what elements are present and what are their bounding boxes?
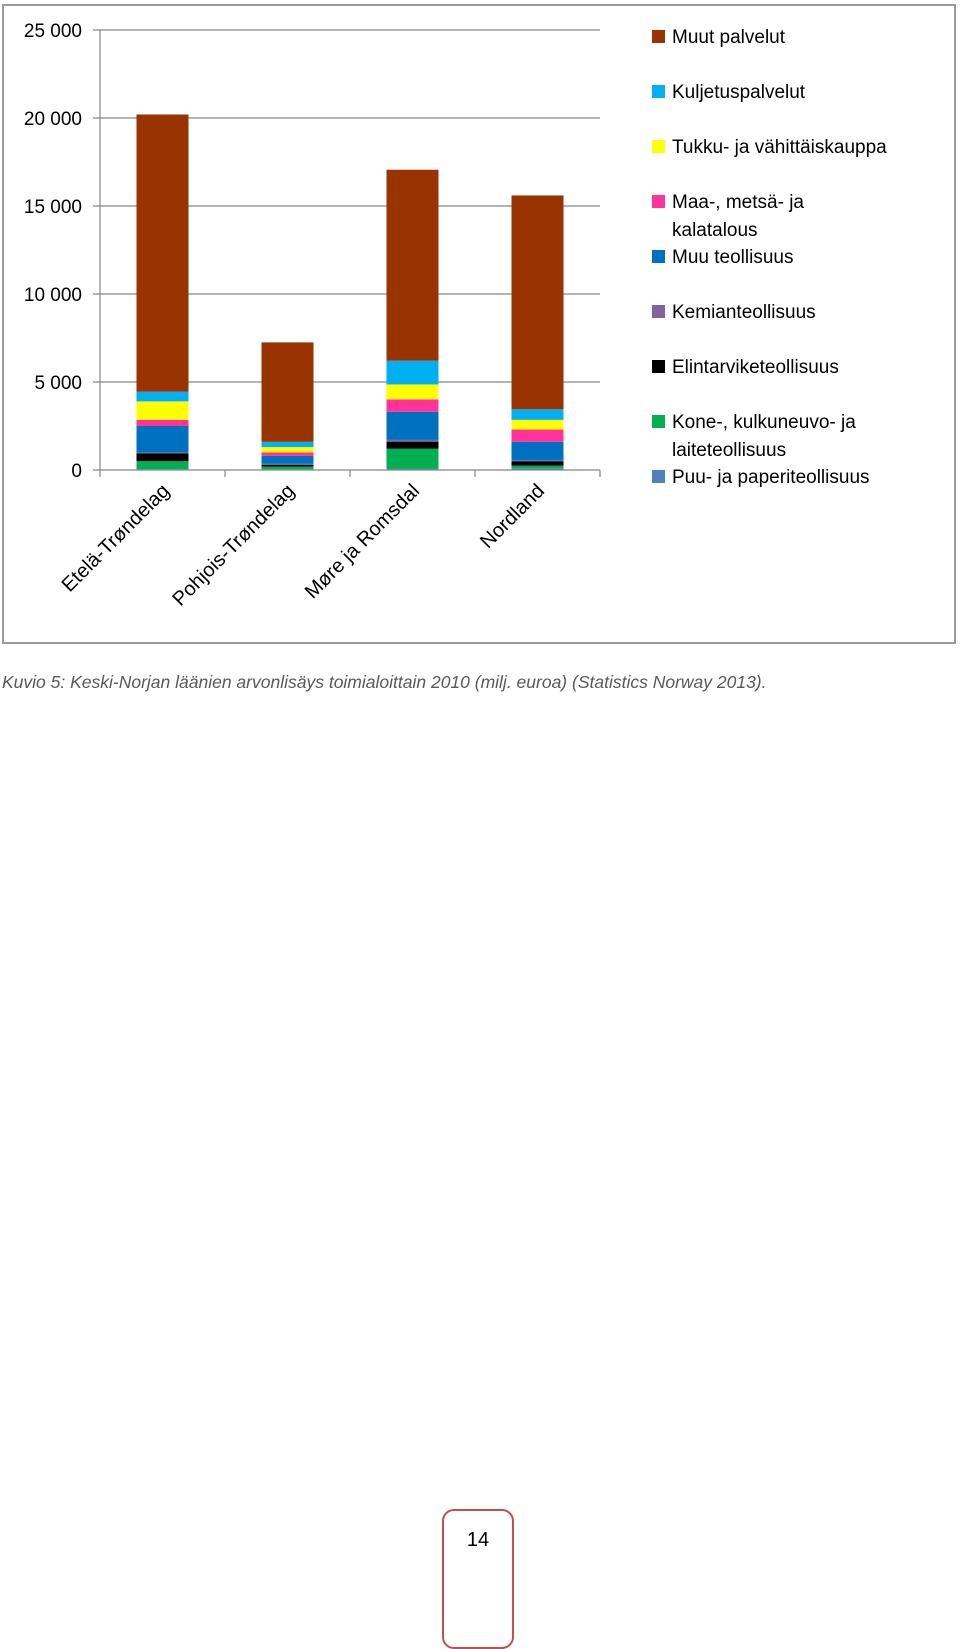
bar-segment bbox=[512, 442, 564, 460]
legend-label: Kone-, kulkuneuvo- ja bbox=[672, 412, 856, 433]
bar-segment bbox=[262, 442, 314, 447]
y-tick-label: 20 000 bbox=[23, 109, 82, 130]
legend-label: Puu- ja paperiteollisuus bbox=[672, 467, 870, 488]
bars bbox=[137, 114, 564, 470]
bar-segment bbox=[137, 401, 189, 419]
y-tick-label: 15 000 bbox=[23, 197, 82, 218]
bar-segment bbox=[387, 449, 439, 469]
bar-segment bbox=[262, 452, 314, 456]
legend-label: kalatalous bbox=[672, 220, 758, 241]
page-number-box bbox=[442, 1509, 514, 1649]
legend-label: Muut palvelut bbox=[672, 27, 786, 48]
bar-segment bbox=[387, 170, 439, 361]
bar-segment bbox=[512, 420, 564, 430]
legend-label: Muu teollisuus bbox=[672, 247, 794, 268]
page-number: 14 bbox=[466, 1529, 490, 1551]
legend-swatch bbox=[652, 470, 665, 483]
y-tick-labels bbox=[24, 21, 82, 482]
bar-segment bbox=[262, 464, 314, 465]
bar-segment bbox=[387, 412, 439, 440]
legend-label: Tukku- ja vähittäiskauppa bbox=[672, 137, 887, 158]
bar-segment bbox=[262, 342, 314, 441]
category-label: Pohjois-Trøndelag bbox=[168, 479, 300, 611]
bar-segment bbox=[137, 420, 189, 426]
bar-segment bbox=[137, 392, 189, 402]
y-tick-label: 25 000 bbox=[23, 21, 82, 42]
bar-segment bbox=[137, 426, 189, 452]
legend-swatch bbox=[652, 415, 665, 428]
bar-segment bbox=[137, 452, 189, 453]
legend bbox=[652, 27, 887, 488]
bar-segment bbox=[512, 466, 564, 469]
bar-segment bbox=[262, 466, 314, 469]
bar-segment bbox=[137, 453, 189, 461]
bar-segment bbox=[137, 461, 189, 469]
y-tick-label: 0 bbox=[71, 461, 82, 482]
bar-segment bbox=[387, 384, 439, 399]
legend-label: Maa-, metsä- ja bbox=[672, 192, 804, 213]
bar-segment bbox=[262, 465, 314, 467]
legend-label: Kuljetuspalvelut bbox=[672, 82, 806, 103]
y-tick-label: 10 000 bbox=[23, 285, 82, 306]
legend-swatch bbox=[652, 85, 665, 98]
category-label: Nordland bbox=[476, 479, 550, 553]
bar-segment bbox=[387, 399, 439, 411]
bar-segment bbox=[512, 430, 564, 442]
category-label: Møre ja Romsdal bbox=[300, 479, 425, 604]
bar-segment bbox=[262, 456, 314, 464]
bar-segment bbox=[512, 195, 564, 409]
bar-segment bbox=[387, 361, 439, 385]
legend-swatch bbox=[652, 305, 665, 318]
legend-swatch bbox=[652, 195, 665, 208]
legend-swatch bbox=[652, 250, 665, 263]
y-tick-label: 5 000 bbox=[34, 373, 82, 394]
bar-segment bbox=[262, 447, 314, 452]
bar-segment bbox=[512, 409, 564, 420]
legend-label: laiteteollisuus bbox=[672, 440, 787, 461]
legend-label: Elintarviketeollisuus bbox=[672, 357, 839, 378]
bar-segment bbox=[512, 460, 564, 461]
category-labels bbox=[58, 480, 549, 611]
category-label: Etelä-Trøndelag bbox=[57, 479, 175, 597]
legend-swatch bbox=[652, 140, 665, 153]
figure-caption: Kuvio 5: Keski-Norjan läänien arvonlisäys toimialoittain 2010 (milj. euroa) (Statistics Norway 2013). bbox=[2, 672, 767, 692]
bar-segment bbox=[512, 461, 564, 465]
legend-swatch bbox=[652, 360, 665, 373]
legend-label: Kemianteollisuus bbox=[672, 302, 816, 323]
bar-segment bbox=[387, 442, 439, 449]
bar-segment bbox=[387, 440, 439, 442]
legend-swatch bbox=[652, 30, 665, 43]
stacked-bar-chart bbox=[0, 0, 960, 650]
bar-segment bbox=[137, 114, 189, 391]
